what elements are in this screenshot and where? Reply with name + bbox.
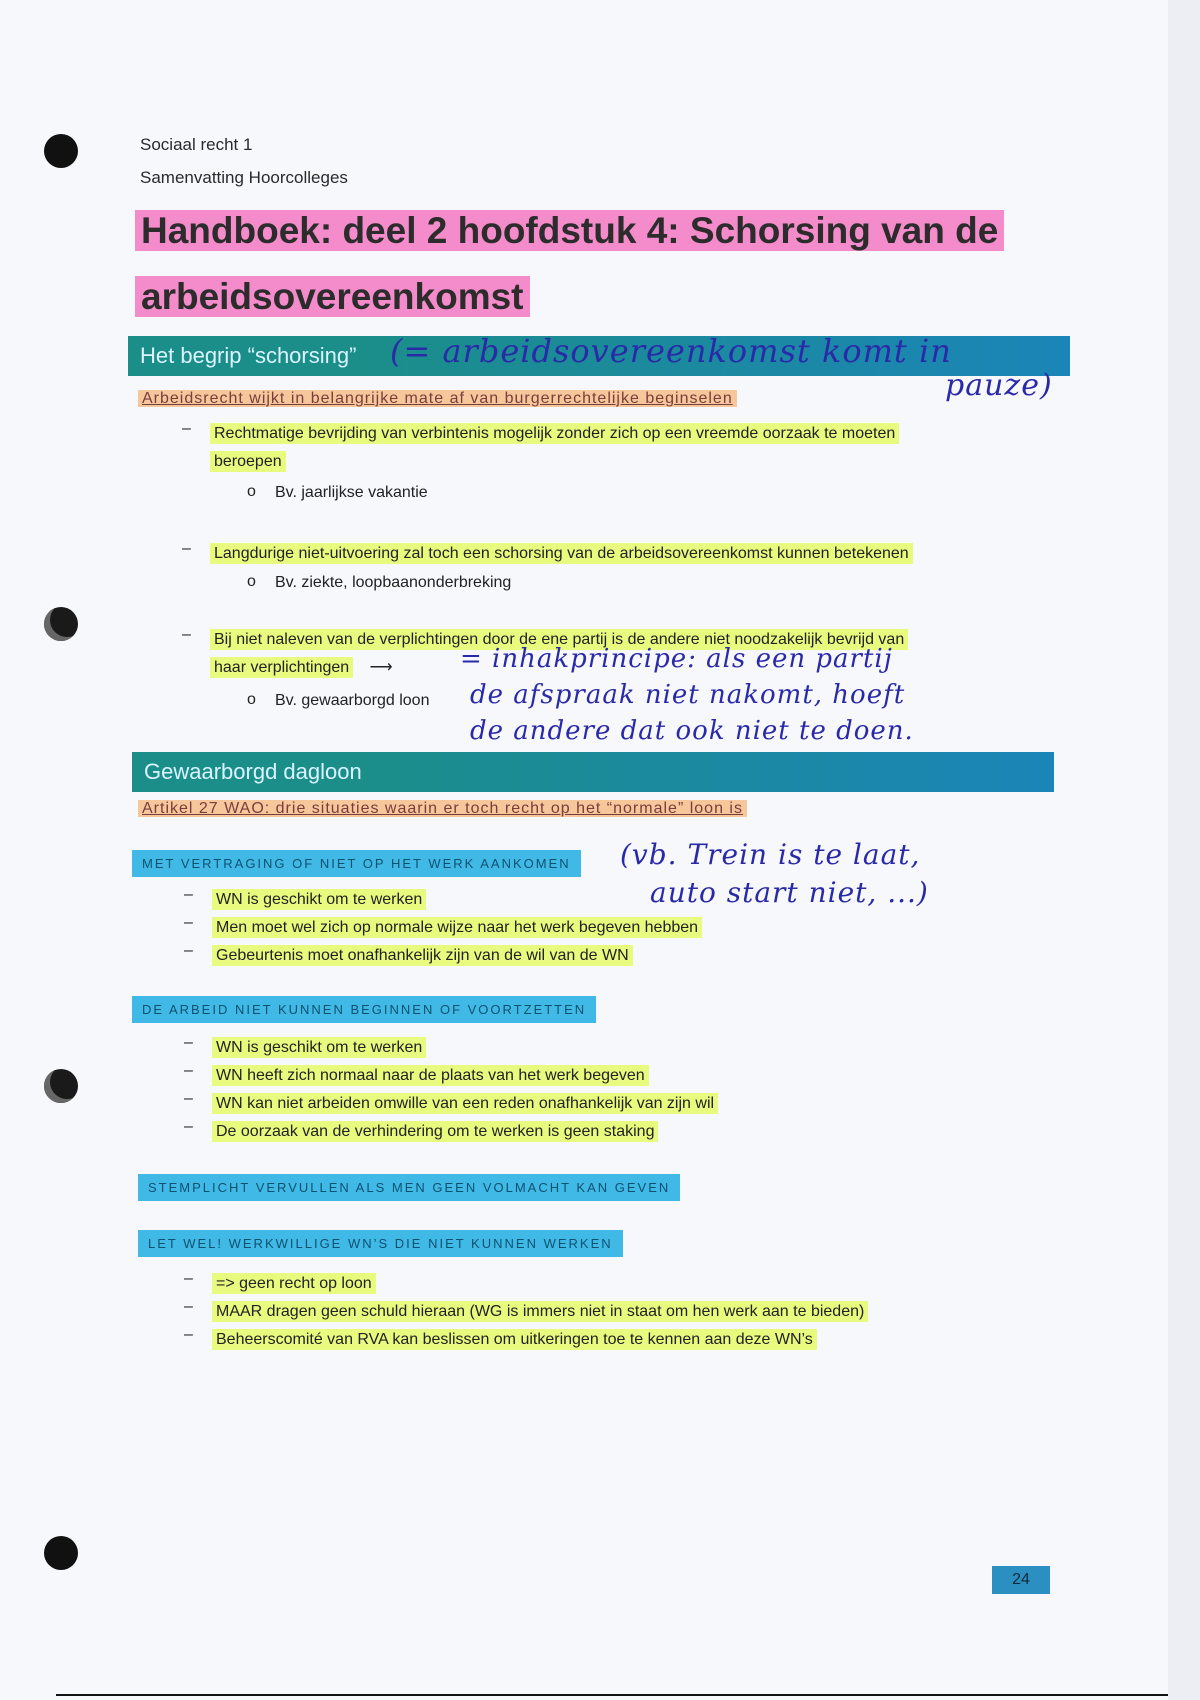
subsection-label: DE ARBEID NIET KUNNEN BEGINNEN OF VOORTZETTEN bbox=[132, 996, 596, 1023]
chapter-title-line1: Handboek: deel 2 hoofdstuk 4: Schorsing van de bbox=[135, 210, 1004, 252]
document-subtitle: Samenvatting Hoorcolleges bbox=[140, 168, 348, 187]
handwritten-note: (vb. Trein is te laat, bbox=[620, 838, 921, 871]
punch-hole bbox=[44, 1069, 78, 1103]
sub-list-item: o Bv. gewaarborgd loon bbox=[247, 691, 430, 709]
list-item: – Rechtmatige bevrijding van verbintenis mogelijk zonder zich op een vreemde oorzaak te moeten beroepen bbox=[210, 420, 1050, 476]
punch-hole bbox=[44, 1536, 78, 1570]
subsection-label: LET WEL! WERKWILLIGE WN’S DIE NIET KUNNEN WERKEN bbox=[138, 1230, 623, 1257]
list-item: – WN heeft zich normaal naar de plaats van het werk begeven bbox=[212, 1062, 649, 1090]
list-item: – Gebeurtenis moet onafhankelijk zijn van de wil van de WN bbox=[212, 942, 633, 970]
section-heading-gewaarborgd-dagloon: Gewaarborgd dagloon bbox=[132, 752, 1054, 792]
punch-hole bbox=[44, 607, 78, 641]
page-edge-line bbox=[56, 1694, 1168, 1696]
list-item: – Men moet wel zich op normale wijze naar het werk begeven hebben bbox=[212, 914, 702, 942]
punch-hole bbox=[44, 134, 78, 168]
section-intro: Artikel 27 WAO: drie situaties waarin er toch recht op het “normale” loon is bbox=[138, 800, 747, 818]
list-item: – WN is geschikt om te werken bbox=[212, 886, 426, 914]
handwritten-note: de afspraak niet nakomt, hoeft bbox=[470, 680, 906, 710]
course-name: Sociaal recht 1 bbox=[140, 135, 253, 154]
list-item: – Bij niet naleven van de verplichtingen door de ene partij is de andere niet noodzakelijk bevrijd van haar verplichtingen ⟶ bbox=[210, 626, 1070, 682]
section-heading-schorsing: Het begrip “schorsing” bbox=[128, 336, 1070, 376]
list-item: – Beheerscomité van RVA kan beslissen om uitkeringen toe te kennen aan deze WN’s bbox=[212, 1326, 817, 1354]
subsection-label: STEMPLICHT VERVULLEN ALS MEN GEEN VOLMACHT KAN GEVEN bbox=[138, 1174, 680, 1201]
list-item: – MAAR dragen geen schuld hieraan (WG is immers niet in staat om hen werk aan te bieden) bbox=[212, 1298, 868, 1326]
subsection-label: MET VERTRAGING OF NIET OP HET WERK AANKOMEN bbox=[132, 850, 581, 877]
section-intro: Arbeidsrecht wijkt in belangrijke mate af van burgerrechtelijke beginselen bbox=[138, 390, 737, 408]
list-item: – WN is geschikt om te werken bbox=[212, 1034, 426, 1062]
list-item: – Langdurige niet-uitvoering zal toch een schorsing van de arbeidsovereenkomst kunnen betekenen bbox=[210, 540, 1070, 568]
page-number: 24 bbox=[992, 1566, 1050, 1594]
sub-list-item: o Bv. ziekte, loopbaanonderbreking bbox=[247, 573, 512, 591]
chapter-title-line2: arbeidsovereenkomst bbox=[135, 276, 530, 318]
arrow-icon: ⟶ bbox=[369, 659, 393, 676]
handwritten-note: (= arbeidsovereenkomst komt in bbox=[390, 332, 952, 370]
handwritten-note: de andere dat ook niet te doen. bbox=[470, 716, 914, 746]
list-item: – De oorzaak van de verhindering om te werken is geen staking bbox=[212, 1118, 658, 1146]
handwritten-note: pauze) bbox=[945, 368, 1053, 403]
list-item: – WN kan niet arbeiden omwille van een reden onafhankelijk van zijn wil bbox=[212, 1090, 718, 1118]
handwritten-note: = inhakprincipe: als een partij bbox=[460, 644, 893, 674]
sub-list-item: o Bv. jaarlijkse vakantie bbox=[247, 483, 428, 501]
handwritten-note: auto start niet, ...) bbox=[650, 876, 929, 909]
list-item: – => geen recht op loon bbox=[212, 1270, 376, 1298]
